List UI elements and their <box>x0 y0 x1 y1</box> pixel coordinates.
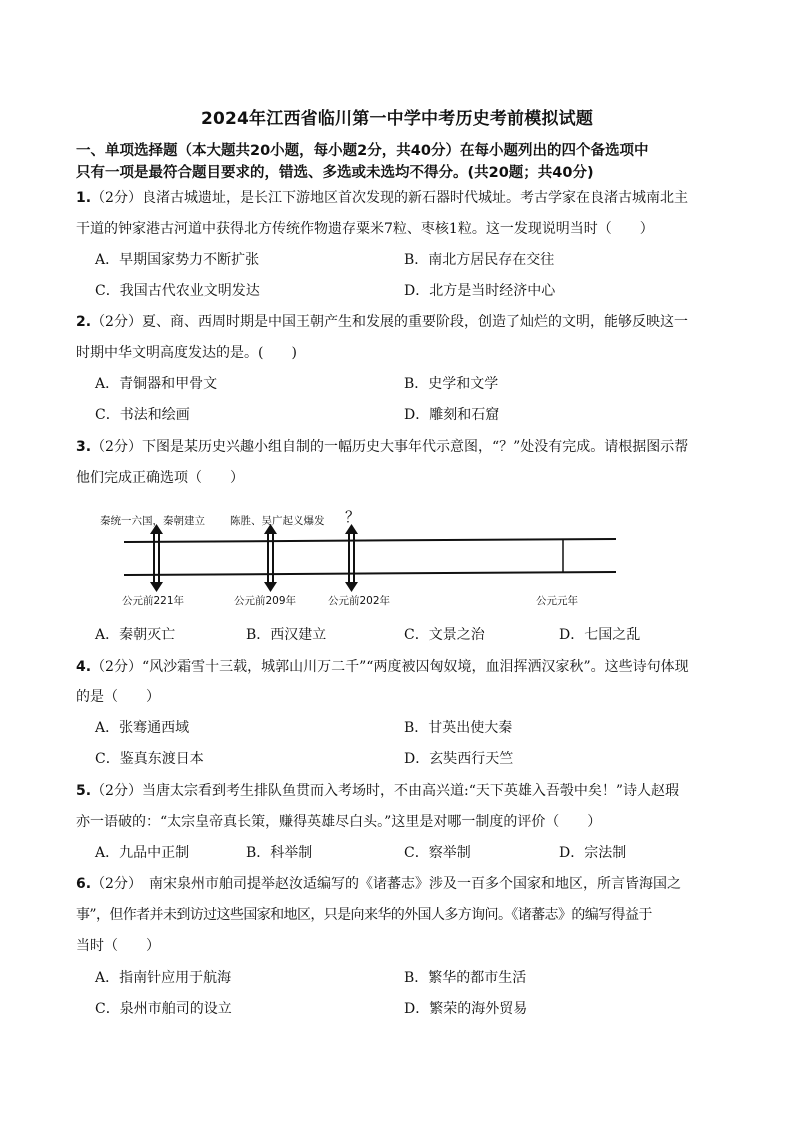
q5-option-d[interactable]: D．宗法制 <box>559 845 627 861</box>
question-score: （2分） <box>91 190 142 206</box>
timeline-event-label-unknown: ？ <box>345 508 361 526</box>
timeline-bottom-rail <box>124 572 616 575</box>
question-1-stem-line-2: 干道的钟家港古河道中获得北方传统作物遗存粟米7粒、枣核1粒。这一发现说明当时（ ） <box>76 221 654 237</box>
question-number: 5. <box>76 783 92 799</box>
q6-option-c[interactable]: C．泉州市舶司的设立 <box>95 1001 232 1017</box>
q4-option-c[interactable]: C．鉴真东渡日本 <box>95 751 204 767</box>
timeline-date-label-2: 公元前209年 <box>234 595 297 607</box>
q2-option-a[interactable]: A．青铜器和甲骨文 <box>95 376 218 392</box>
q6-option-d[interactable]: D．繁荣的海外贸易 <box>404 1001 528 1017</box>
question-1 <box>76 187 726 207</box>
question-2-stem-line-2: 时期中华文明高度发达的是。( ) <box>76 345 297 361</box>
question-3 <box>76 436 726 456</box>
q2-option-c[interactable]: C．书法和绘画 <box>95 407 190 423</box>
question-6-stem-line-2: 事”，但作者并未到访过这些国家和地区，只是向来华的外国人多方询问。《诸蕃志》的编写得益于 <box>76 907 652 923</box>
q5-option-b[interactable]: B．科举制 <box>246 845 313 861</box>
question-score: （2分） <box>91 439 142 455</box>
q4-option-d[interactable]: D．玄奘西行天竺 <box>404 751 514 767</box>
timeline-marker-202bc <box>345 524 358 592</box>
question-score: （2分） <box>91 314 142 330</box>
question-2 <box>76 311 726 331</box>
q5-option-c[interactable]: C．察举制 <box>404 845 471 861</box>
q1-option-a[interactable]: A．早期国家势力不断扩张 <box>95 252 260 268</box>
section-heading-line-2: 只有一项是最符合题目要求的，错选、多选或未选均不得分。(共20题；共40分) <box>76 165 594 181</box>
question-number: 6. <box>76 876 92 892</box>
q3-option-b[interactable]: B．西汉建立 <box>246 627 327 643</box>
q1-option-c[interactable]: C．我国古代农业文明发达 <box>95 283 260 299</box>
page-title: 2024年江西省临川第一中学中考历史考前模拟试题 <box>200 109 594 129</box>
q6-option-b[interactable]: B．繁华的都市生活 <box>404 970 527 986</box>
question-stem: 夏、商、西周时期是中国王朝产生和发展的重要阶段，创造了灿烂的文明，能够反映这一 <box>141 314 688 330</box>
q6-option-a[interactable]: A．指南针应用于航海 <box>95 970 232 986</box>
timeline-event-label-1: 秦统一六国，秦朝建立 <box>100 515 205 527</box>
timeline-marker-209bc <box>264 524 277 592</box>
timeline-date-label-3: 公元前202年 <box>328 595 391 607</box>
q1-option-b[interactable]: B．南北方居民存在交往 <box>404 252 555 268</box>
question-6 <box>76 873 726 893</box>
q2-option-d[interactable]: D．雕刻和石窟 <box>404 407 500 423</box>
question-6-stem-line-3: 当时（ ） <box>76 938 160 954</box>
question-stem: 良渚古城遗址，是长江下游地区首次发现的新石器时代城址。考古学家在良渚古城南北主 <box>141 190 688 206</box>
timeline-top-rail <box>124 539 616 542</box>
question-4 <box>76 656 726 676</box>
question-number: 4. <box>76 659 92 675</box>
timeline-diagram <box>86 500 626 612</box>
question-5 <box>76 780 726 800</box>
q4-option-a[interactable]: A．张骞通西域 <box>95 720 190 736</box>
q5-option-a[interactable]: A．九品中正制 <box>95 845 190 861</box>
q3-option-d[interactable]: D．七国之乱 <box>559 627 641 643</box>
q3-option-a[interactable]: A．秦朝灭亡 <box>95 627 176 643</box>
question-stem: 南宋泉州市舶司提举赵汝适编写的《诸蕃志》涉及一百多个国家和地区，所言皆海国之 <box>134 876 681 892</box>
timeline-marker-221bc <box>150 524 163 592</box>
timeline-event-label-2: 陈胜、吴广起义爆发 <box>230 515 325 527</box>
timeline-date-label-1: 公元前221年 <box>122 595 185 607</box>
q3-option-c[interactable]: C．文景之治 <box>404 627 485 643</box>
question-stem: 当唐太宗看到考生排队鱼贯而入考场时，不由高兴道:“天下英雄入吾彀中矣！”诗人赵瑕 <box>141 783 680 799</box>
question-5-stem-line-2: 亦一语破的：“太宗皇帝真长策，赚得英雄尽白头。”这里是对哪一制度的评价（ ） <box>76 814 602 830</box>
question-score: （2分） <box>91 659 142 675</box>
question-number: 1. <box>76 190 92 206</box>
question-number: 2. <box>76 314 92 330</box>
timeline-date-label-4: 公元元年 <box>536 595 578 607</box>
q4-option-b[interactable]: B．甘英出使大秦 <box>404 720 513 736</box>
question-4-stem-line-2: 的是（ ） <box>76 689 160 705</box>
section-heading-line-1: 一、单项选择题（本大题共20小题，每小题2分，共40分）在每小题列出的四个备选项中 <box>76 143 649 159</box>
question-score: （2分） <box>91 783 142 799</box>
question-score: （2分） <box>91 876 135 892</box>
question-number: 3. <box>76 439 92 455</box>
question-stem: 下图是某历史兴趣小组自制的一幅历史大事年代示意图，“？”处没有完成。请根据图示帮 <box>141 439 689 455</box>
q1-option-d[interactable]: D．北方是当时经济中心 <box>404 283 556 299</box>
q2-option-b[interactable]: B．史学和文学 <box>404 376 499 392</box>
question-3-stem-line-2: 他们完成正确选项（ ） <box>76 470 244 486</box>
question-stem: “风沙霜雪十三载，城郭山川万二千”“两度被囚匈奴境，血泪挥洒汉家秋”。这些诗句体现 <box>141 659 689 675</box>
